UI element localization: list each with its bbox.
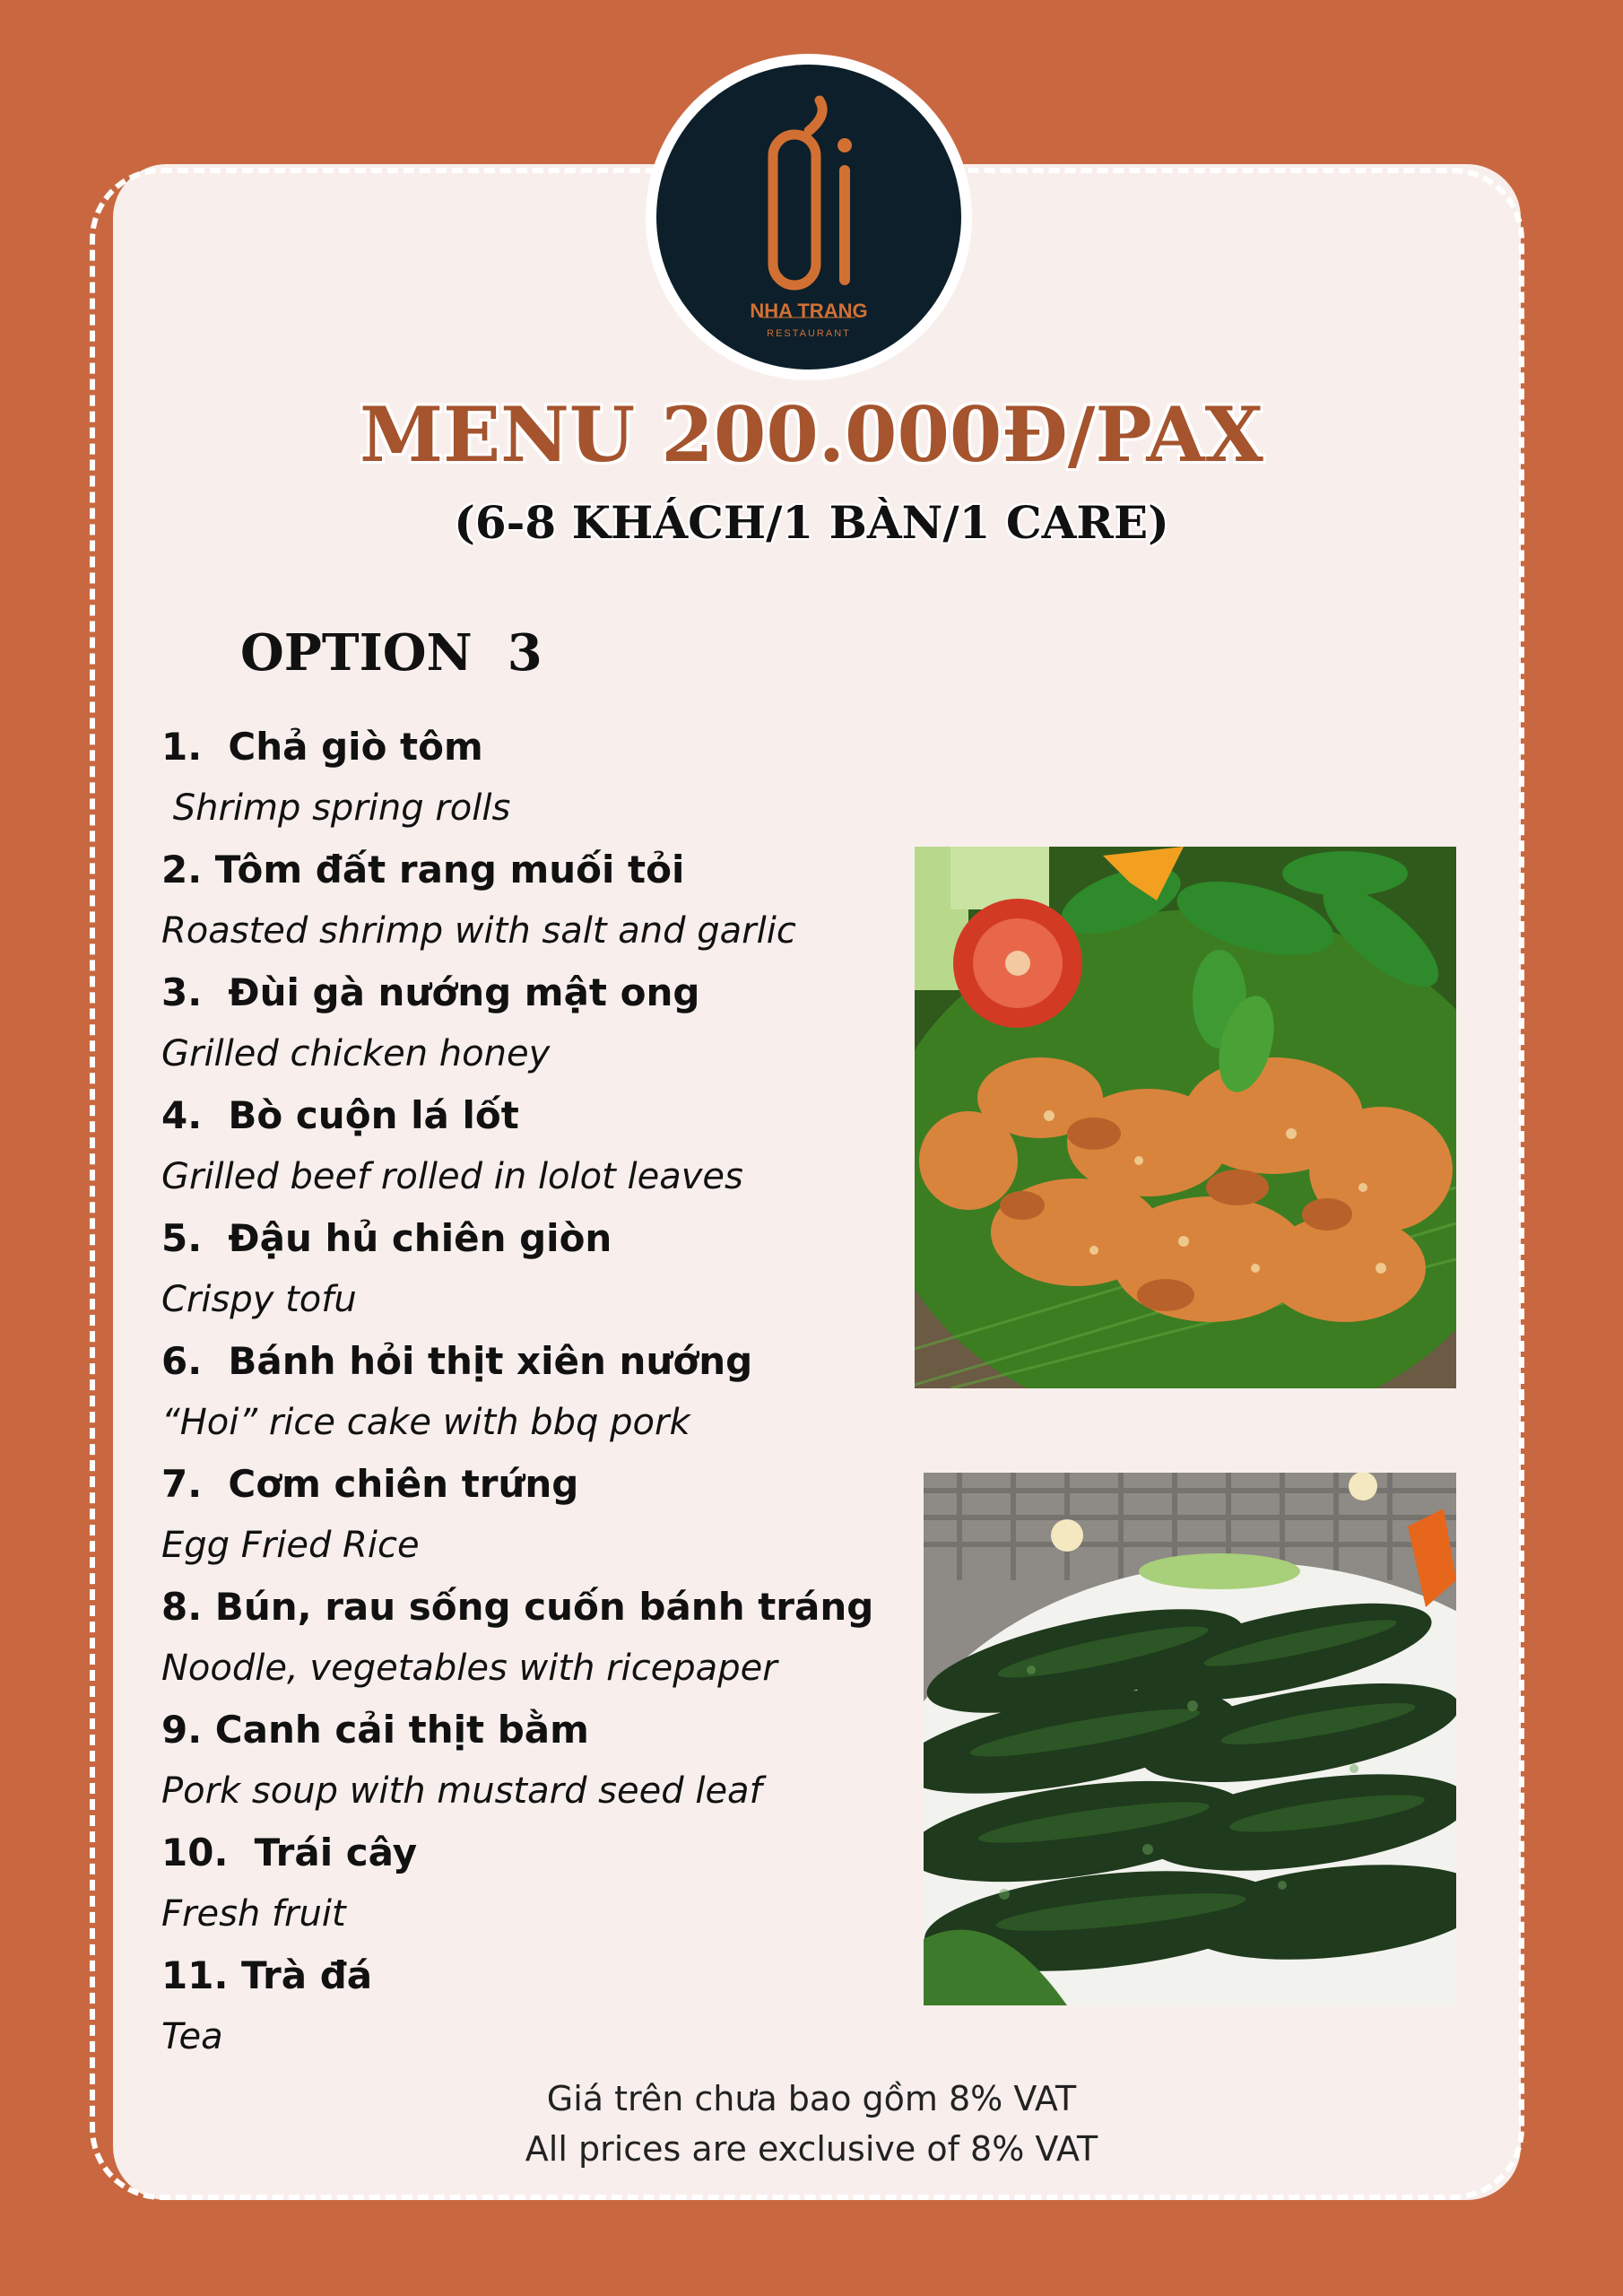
dish-name-vi: 9. Canh cải thịt bằm <box>161 1708 589 1752</box>
option-heading: OPTION 3 <box>240 623 542 683</box>
dish-name-vi: 3. Đùi gà nướng mật ong <box>161 970 700 1014</box>
menu-item <box>161 1330 897 1453</box>
dish-name-vi: 7. Cơm chiên trứng <box>161 1462 579 1506</box>
dish-name-en: Tea <box>161 2016 223 2057</box>
logo-oi-mark <box>656 65 961 370</box>
dish-name-vi: 8. Bún, rau sống cuốn bánh tráng <box>161 1585 874 1629</box>
menu-item <box>161 839 897 961</box>
menu-subtitle: (6-8 KHÁCH/1 BÀN/1 CARE) <box>454 496 1169 549</box>
dish-name-vi: 4. Bò cuộn lá lốt <box>161 1093 519 1137</box>
dish-name-en: Pork soup with mustard seed leaf <box>161 1770 762 1812</box>
dish-name-en: Noodle, vegetables with ricepaper <box>161 1648 777 1689</box>
menu-item <box>161 1699 897 1822</box>
menu-items-list <box>161 716 897 2067</box>
dish-name-vi: 10. Trái cây <box>161 1831 418 1874</box>
beef-lolot-photo <box>924 1473 1456 2005</box>
dish-name-en: Grilled beef rolled in lolot leaves <box>161 1156 743 1197</box>
dish-name-vi: 6. Bánh hỏi thịt xiên nướng <box>161 1339 753 1383</box>
dish-name-en: “Hoi” rice cake with bbq pork <box>161 1402 690 1443</box>
dish-name-vi: 2. Tôm đất rang muối tỏi <box>161 848 685 891</box>
dish-name-en: Egg Fried Rice <box>161 1525 420 1566</box>
dish-name-en: Shrimp spring rolls <box>161 787 511 829</box>
logo-subtitle-text: RESTAURANT <box>767 328 851 339</box>
menu-item <box>161 1822 897 1944</box>
menu-item <box>161 1576 897 1699</box>
menu-item <box>161 1453 897 1576</box>
menu-item <box>161 1084 897 1207</box>
dish-name-en: Roasted shrimp with salt and garlic <box>161 910 796 952</box>
restaurant-logo <box>656 65 961 370</box>
dish-name-en: Grilled chicken honey <box>161 1033 551 1074</box>
roasted-shrimp-photo <box>915 847 1456 1388</box>
menu-item <box>161 1944 897 2067</box>
dish-name-vi: 1. Chả giò tôm <box>161 725 483 769</box>
dish-name-en: Crispy tofu <box>161 1279 357 1320</box>
menu-item <box>161 1207 897 1330</box>
menu-title: MENU 200.000Đ/PAX <box>360 390 1263 479</box>
menu-item <box>161 716 897 839</box>
menu-item <box>161 961 897 1084</box>
vat-note-en: All prices are exclusive of 8% VAT <box>525 2129 1098 2169</box>
dish-name-vi: 11. Trà đá <box>161 1953 373 1997</box>
dish-name-vi: 5. Đậu hủ chiên giòn <box>161 1216 612 1260</box>
dish-name-en: Fresh fruit <box>161 1893 346 1935</box>
logo-city-text: NHA TRANG <box>750 300 868 322</box>
vat-note-vi: Giá trên chưa bao gồm 8% VAT <box>546 2079 1077 2118</box>
